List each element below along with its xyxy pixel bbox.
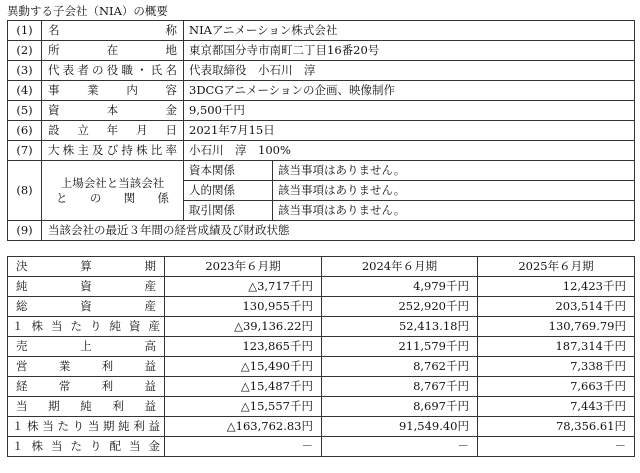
relation-value: 該当事項はありません。 — [273, 201, 635, 221]
value-capital: 9,500千円 — [184, 101, 635, 121]
metric-value: 8,767千円 — [322, 377, 478, 397]
row-number: (6) — [8, 121, 42, 141]
metric-value: △3,717千円 — [165, 277, 322, 297]
table-row — [8, 221, 635, 241]
metric-label: １株当たり純資産 — [8, 317, 165, 337]
table-row — [8, 61, 635, 81]
table-row — [8, 21, 635, 41]
document-caption: 異動する子会社（NIA）の概要 — [7, 4, 168, 18]
value-business: 3DCGアニメーションの企画、映像制作 — [184, 81, 635, 101]
metric-value: 130,769.79円 — [478, 317, 635, 337]
table-row — [8, 417, 635, 437]
metric-value: 78,356.61円 — [478, 417, 635, 437]
label-established: 設 立 年 月 日 — [42, 121, 184, 141]
metric-value: 203,514千円 — [478, 297, 635, 317]
relation-value: 該当事項はありません。 — [273, 161, 635, 181]
row-number: (3) — [8, 61, 42, 81]
label-relationship-line2: と の 関 係 — [56, 190, 169, 205]
relation-name: 資本関係 — [184, 161, 273, 181]
metric-value: 91,549.40円 — [322, 417, 478, 437]
metric-value: 8,762千円 — [322, 357, 478, 377]
metric-value: 7,338千円 — [478, 357, 635, 377]
table-row — [8, 161, 635, 181]
metric-value: △39,136.22円 — [165, 317, 322, 337]
metric-value: △163,762.83円 — [165, 417, 322, 437]
label-capital: 資 本 金 — [42, 101, 184, 121]
relation-name: 取引関係 — [184, 201, 273, 221]
value-name: NIAアニメーション株式会社 — [184, 21, 635, 41]
table-row — [8, 337, 635, 357]
metric-value: 12,423千円 — [478, 277, 635, 297]
value-established: 2021年7月15日 — [184, 121, 635, 141]
row-number: (1) — [8, 21, 42, 41]
table-row — [8, 277, 635, 297]
fiscal-period-label: 決 算 期 — [8, 257, 165, 277]
metric-value: △15,487千円 — [165, 377, 322, 397]
label-relationship — [42, 161, 184, 221]
label-shareholders: 大株主及び持株比率 — [42, 141, 184, 161]
metric-label: 純資産 — [8, 277, 165, 297]
label-relationship-line1: 上場会社と当該会社 — [60, 175, 165, 190]
metric-value: 4,979千円 — [322, 277, 478, 297]
metric-value: 252,920千円 — [322, 297, 478, 317]
metric-value: △15,557千円 — [165, 397, 322, 417]
row-number: (5) — [8, 101, 42, 121]
metric-label: 総資産 — [8, 297, 165, 317]
label-business: 事 業 内 容 — [42, 81, 184, 101]
table-row — [8, 41, 635, 61]
metric-label: 売上高 — [8, 337, 165, 357]
metric-value: 123,865千円 — [165, 337, 322, 357]
metric-label: １株当たり当期純利益 — [8, 417, 165, 437]
label-name: 名 称 — [42, 21, 184, 41]
table-row — [8, 121, 635, 141]
row-number: (2) — [8, 41, 42, 61]
metric-label: 当期純利益 — [8, 397, 165, 417]
metric-value: － — [165, 437, 322, 457]
period-header: 2023年６月期 — [165, 257, 322, 277]
row-number: (8) — [8, 161, 42, 221]
metric-value: 7,663千円 — [478, 377, 635, 397]
table-row — [8, 397, 635, 417]
relation-value: 該当事項はありません。 — [273, 181, 635, 201]
company-overview-table — [7, 20, 635, 241]
label-representative: 代表者の役職・氏名 — [42, 61, 184, 81]
table-row — [8, 357, 635, 377]
metric-label: 経常利益 — [8, 377, 165, 397]
metric-value: 130,955千円 — [165, 297, 322, 317]
relation-name: 人的関係 — [184, 181, 273, 201]
row-number: (7) — [8, 141, 42, 161]
metric-label: 営業利益 — [8, 357, 165, 377]
value-shareholders: 小石川 淳 100% — [184, 141, 635, 161]
metric-value: 211,579千円 — [322, 337, 478, 357]
section-title: 当該会社の最近３年間の経営成績及び財政状態 — [42, 221, 635, 241]
metric-label: １株当たり配当金 — [8, 437, 165, 457]
period-header: 2025年６月期 — [478, 257, 635, 277]
metric-value: 187,314千円 — [478, 337, 635, 357]
row-number: (4) — [8, 81, 42, 101]
metric-value: － — [478, 437, 635, 457]
table-header-row — [8, 257, 635, 277]
label-address: 所 在 地 — [42, 41, 184, 61]
financial-results-table — [7, 256, 635, 457]
table-row — [8, 81, 635, 101]
row-number: (9) — [8, 221, 42, 241]
table-row — [8, 377, 635, 397]
metric-value: △15,490千円 — [165, 357, 322, 377]
table-row — [8, 297, 635, 317]
value-representative: 代表取締役 小石川 淳 — [184, 61, 635, 81]
period-header: 2024年６月期 — [322, 257, 478, 277]
value-address: 東京都国分寺市南町二丁目16番20号 — [184, 41, 635, 61]
table-row — [8, 437, 635, 457]
metric-value: 7,443千円 — [478, 397, 635, 417]
metric-value: 8,697千円 — [322, 397, 478, 417]
table-row — [8, 101, 635, 121]
table-row — [8, 317, 635, 337]
metric-value: 52,413.18円 — [322, 317, 478, 337]
table-row — [8, 141, 635, 161]
metric-value: － — [322, 437, 478, 457]
